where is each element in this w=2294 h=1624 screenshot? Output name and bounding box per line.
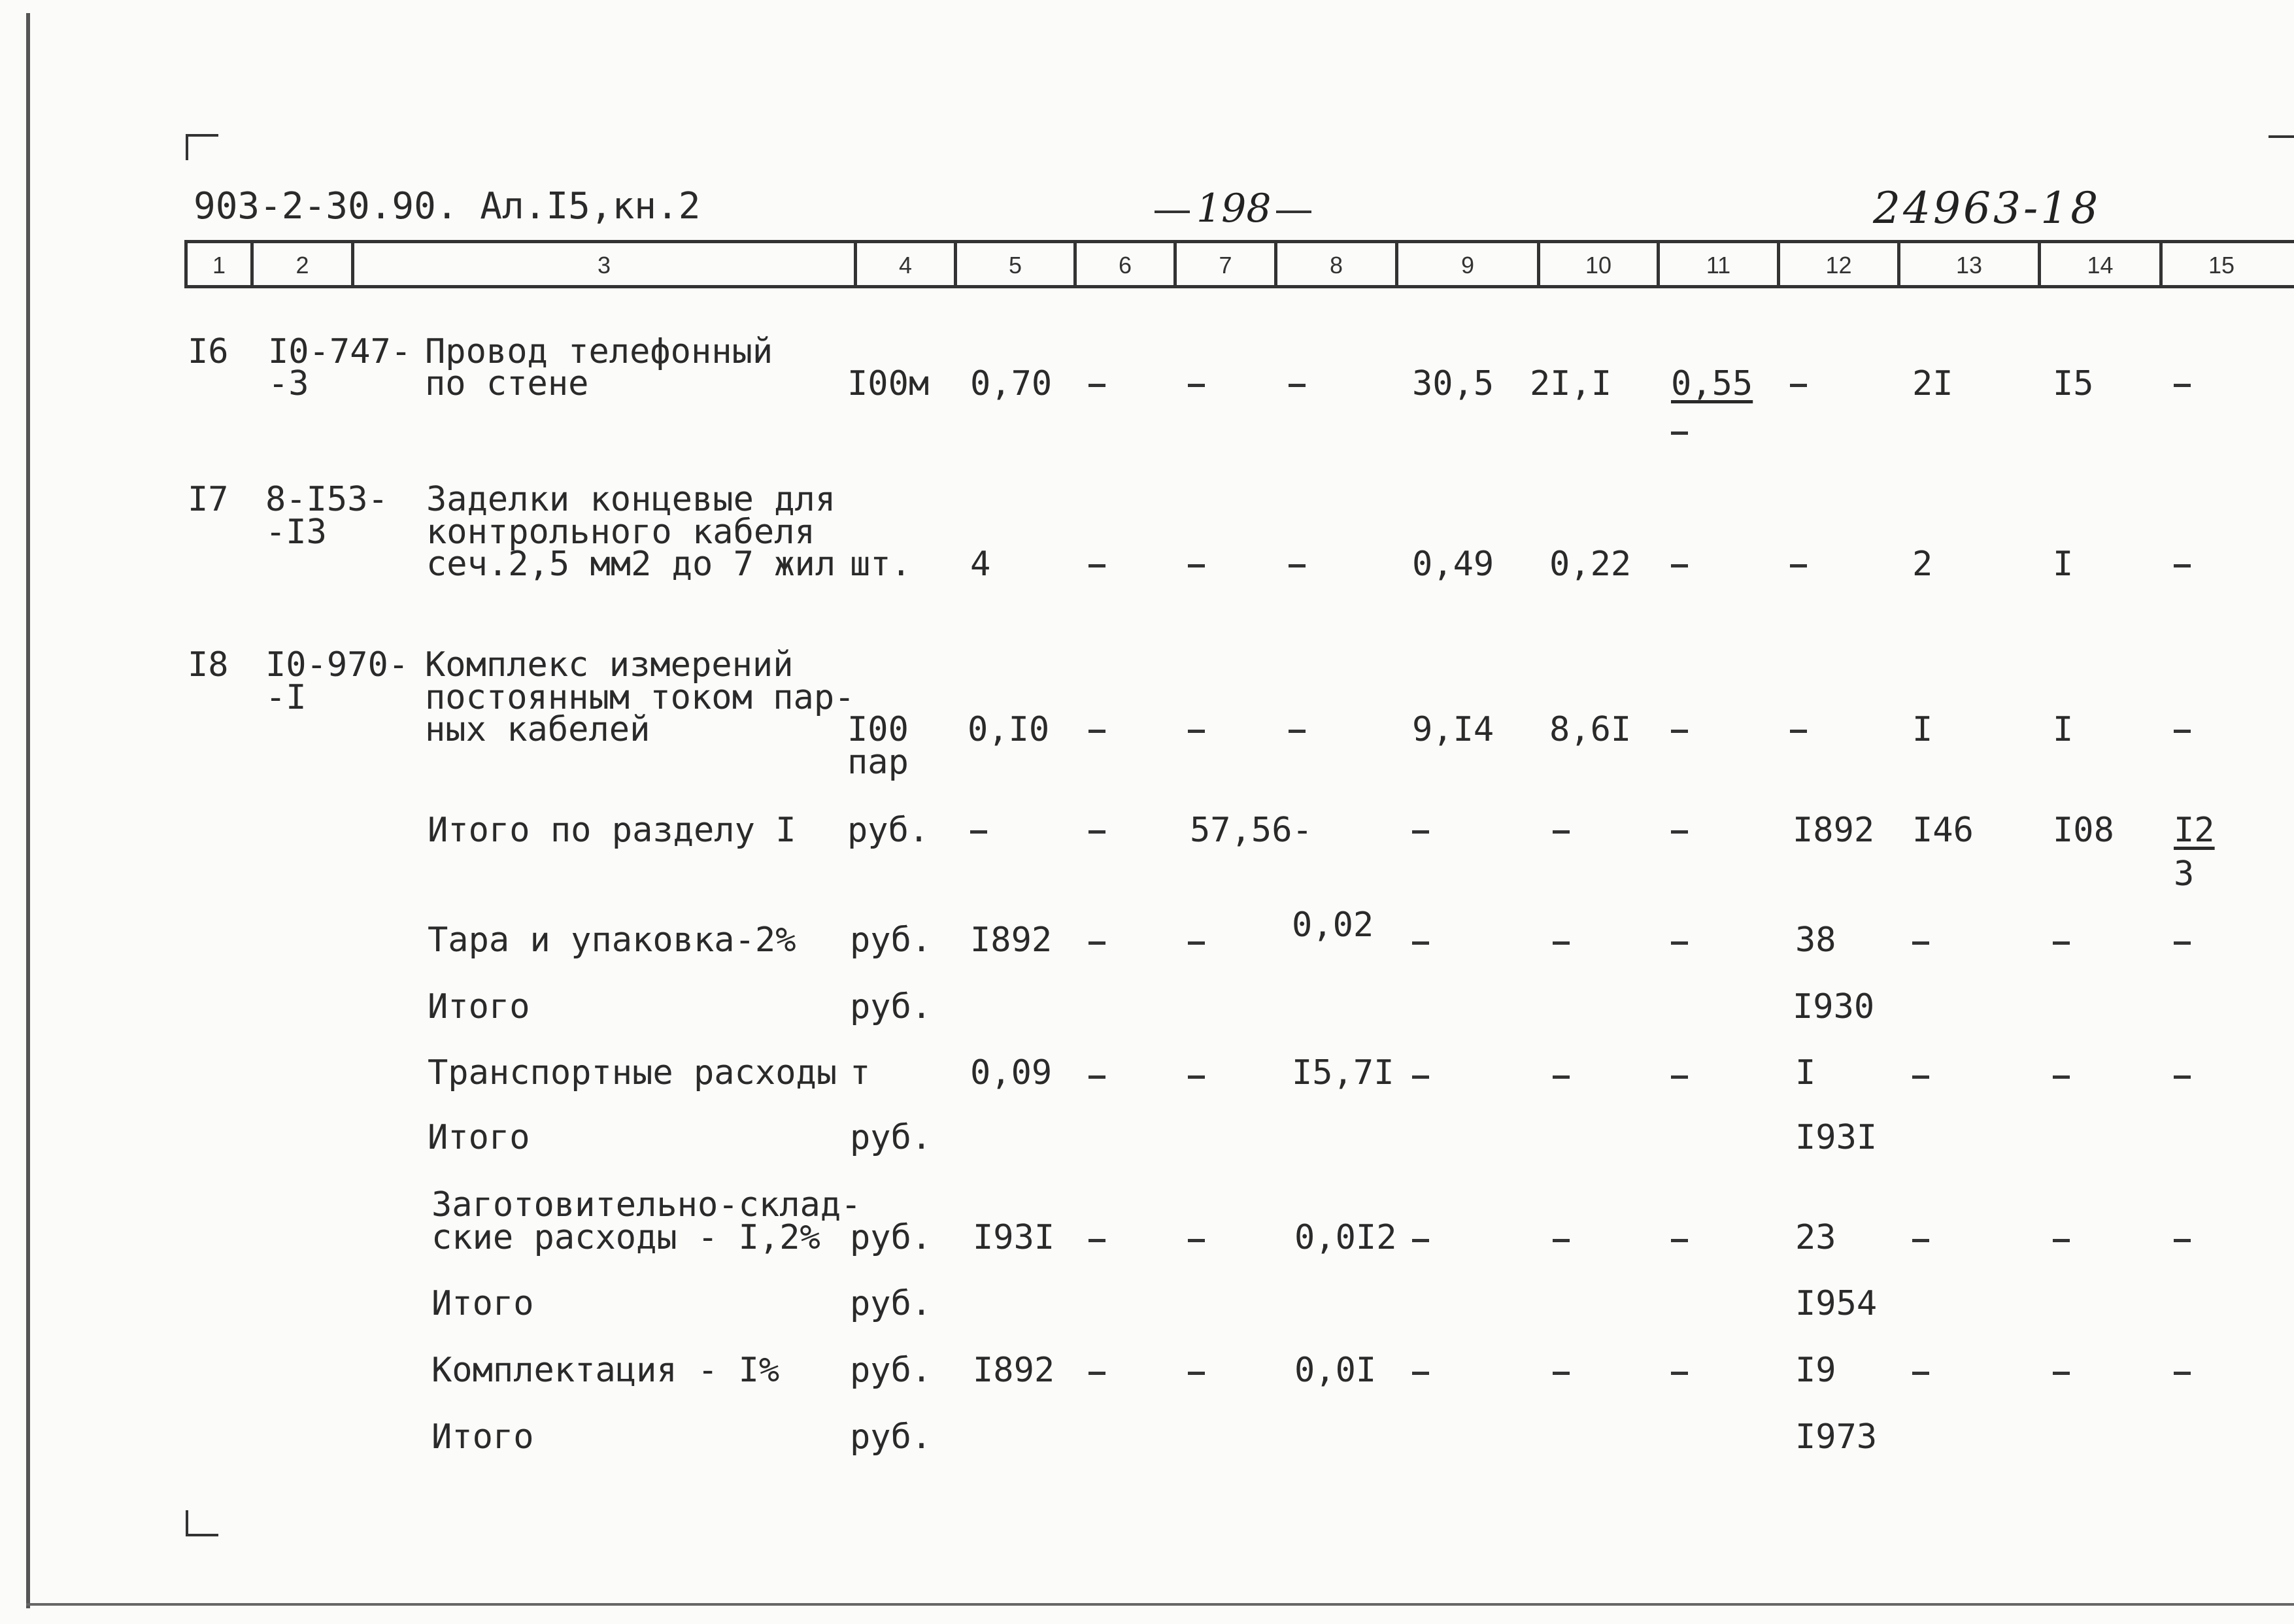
dash-mark	[1790, 384, 1807, 387]
row-number: I6	[188, 332, 229, 371]
cell-value: 0,02	[1292, 905, 1374, 945]
dash-mark	[1912, 941, 1929, 945]
unit: пар	[847, 743, 909, 782]
cell-value: 30,5	[1412, 364, 1494, 403]
cell-value: 57,56-	[1190, 811, 1313, 850]
dash-mark	[2174, 941, 2191, 945]
unit: I00м	[847, 364, 930, 403]
dash-mark	[2053, 1372, 2070, 1375]
edge-tick-top-right	[2269, 135, 2294, 138]
unit: руб.	[850, 1118, 932, 1157]
row-number: I8	[188, 645, 229, 685]
dash-mark	[1412, 1239, 1429, 1242]
summary-label: Транспортные расходы	[428, 1053, 837, 1092]
summary-label: Итого	[428, 1118, 530, 1157]
cell-value: I892	[1793, 811, 1875, 850]
dash-mark	[1412, 830, 1429, 834]
summary-label: Итого по разделу I	[428, 811, 796, 850]
cell-value: 9,I4	[1412, 710, 1494, 749]
dash-mark	[970, 830, 987, 834]
dash-mark	[1553, 830, 1570, 834]
dash-mark	[1088, 1239, 1105, 1242]
item-name: контрольного кабеля	[426, 513, 815, 552]
cell-value: I5,7I	[1292, 1053, 1394, 1092]
dash-mark	[1671, 1075, 1688, 1079]
cell-value: I	[1912, 710, 1933, 749]
dash-mark	[1412, 941, 1429, 945]
dash-mark	[1412, 1372, 1429, 1375]
dash-mark	[1289, 564, 1306, 567]
item-code: I0-970-	[265, 645, 409, 685]
sheet-stamp-number: 24963-18	[1873, 183, 2101, 233]
cell-value: I2	[2174, 811, 2215, 850]
cell-value: 8,6I	[1549, 710, 1632, 749]
dash-mark	[2174, 564, 2191, 567]
document-code: 903-2-30.90. Ал.I5,кн.2	[194, 185, 701, 228]
cell-value: I	[1795, 1053, 1816, 1092]
column-number: 2	[295, 252, 309, 279]
item-name: Заделки концевые для	[426, 480, 836, 519]
dash-mark	[1671, 941, 1688, 945]
summary-label: ские расходы - I,2%	[431, 1218, 820, 1257]
unit: руб.	[850, 987, 932, 1026]
dash-mark	[1912, 1239, 1929, 1242]
dash-mark	[1553, 941, 1570, 945]
item-code: -I3	[265, 513, 327, 552]
cell-value: 0,0I2	[1294, 1218, 1397, 1257]
left-binding-edge	[26, 13, 30, 1608]
cell-value: 0,0I	[1294, 1351, 1377, 1390]
summary-label: Итого	[428, 987, 530, 1026]
item-name: сеч.2,5 мм2 до 7 жил	[426, 545, 836, 584]
dash-mark	[2174, 1239, 2191, 1242]
cell-value: 0,49	[1412, 545, 1494, 584]
column-number: 3	[597, 252, 611, 279]
cell-value: I9	[1795, 1351, 1836, 1390]
item-code: -3	[268, 364, 309, 403]
dash-mark	[1553, 1239, 1570, 1242]
unit: руб.	[847, 811, 930, 850]
dash-mark	[1188, 941, 1205, 945]
dash-mark	[1671, 1372, 1688, 1375]
dash-mark	[1088, 1075, 1105, 1079]
summary-label: Итого	[431, 1284, 534, 1323]
dash-mark	[1289, 384, 1306, 387]
page-number: 198	[1196, 186, 1272, 231]
column-number: 7	[1219, 252, 1232, 279]
unit: I00	[847, 710, 909, 749]
cell-value: 38	[1795, 921, 1836, 960]
column-number: 11	[1706, 252, 1731, 279]
cell-value: I892	[973, 1351, 1055, 1390]
dash-mark	[1088, 830, 1105, 834]
page-number-dash-right	[1276, 211, 1311, 213]
cell-value: I5	[2053, 364, 2094, 403]
cell-value: 0,55	[1671, 364, 1753, 403]
cell-value: 0,22	[1549, 545, 1632, 584]
dash-mark	[1671, 431, 1688, 435]
item-name: постоянным током пар-	[425, 678, 855, 717]
unit: руб.	[850, 1218, 932, 1257]
cell-value: I93I	[973, 1218, 1055, 1257]
dash-mark	[1188, 564, 1205, 567]
row-number: I7	[188, 480, 229, 519]
cell-value: I	[2053, 545, 2074, 584]
summary-label: Тара и упаковка-2%	[428, 921, 796, 960]
item-name: Комплекс измерений	[425, 645, 794, 685]
cell-value: 0,09	[970, 1053, 1053, 1092]
column-number: 14	[2087, 252, 2114, 279]
unit: руб.	[850, 1417, 932, 1457]
dash-mark	[1088, 730, 1105, 733]
dash-mark	[2174, 1372, 2191, 1375]
unit: руб.	[850, 921, 932, 960]
column-number: 9	[1460, 252, 1475, 279]
dash-mark	[1790, 564, 1807, 567]
dash-mark	[1671, 564, 1688, 567]
item-code: -I	[265, 678, 307, 717]
cell-value: I892	[970, 921, 1053, 960]
unit: руб.	[850, 1284, 932, 1323]
cell-value: I930	[1793, 987, 1875, 1026]
corner-mark-top-left	[186, 134, 218, 160]
dash-mark	[1912, 1372, 1929, 1375]
dash-mark	[1188, 1075, 1205, 1079]
unit: т	[850, 1053, 871, 1092]
item-name: ных кабелей	[425, 710, 650, 749]
column-number: 4	[898, 252, 913, 279]
bottom-scan-edge	[26, 1603, 2294, 1606]
dash-mark	[1671, 1239, 1688, 1242]
dash-mark	[2174, 730, 2191, 733]
item-code: I0-747-	[268, 332, 412, 371]
dash-mark	[1553, 1372, 1570, 1375]
cell-value: 2I,I	[1530, 364, 1612, 403]
dash-mark	[1790, 730, 1807, 733]
item-name: по стене	[425, 364, 589, 403]
cell-value: 2I	[1912, 364, 1953, 403]
dash-mark	[1188, 1372, 1205, 1375]
column-number: 5	[1008, 252, 1022, 279]
dash-mark	[2174, 384, 2191, 387]
cell-value: 23	[1795, 1218, 1836, 1257]
column-number: 10	[1585, 252, 1612, 279]
column-number: 1	[212, 252, 226, 279]
cell-value: 4	[970, 545, 991, 584]
cell-value: I93I	[1795, 1118, 1878, 1157]
dash-mark	[2174, 1075, 2191, 1079]
dash-mark	[1671, 730, 1688, 733]
dash-mark	[1412, 1075, 1429, 1079]
cell-value: I	[2053, 710, 2074, 749]
dash-mark	[1912, 1075, 1929, 1079]
cell-value: 0,70	[970, 364, 1053, 403]
dash-mark	[1088, 564, 1105, 567]
item-name: Провод телефонный	[425, 332, 773, 371]
column-number: 6	[1118, 252, 1132, 279]
cell-value: I973	[1795, 1417, 1878, 1457]
corner-mark-bottom-left	[186, 1510, 218, 1536]
page-number-dash-left	[1155, 211, 1190, 213]
column-number: 13	[1955, 252, 1983, 279]
column-number: 15	[2208, 252, 2235, 279]
unit: руб.	[850, 1351, 932, 1390]
cell-value: 2	[1912, 545, 1933, 584]
cell-value: I46	[1912, 811, 1974, 850]
dash-mark	[1289, 730, 1306, 733]
dash-mark	[1188, 730, 1205, 733]
cell-value: 3	[2174, 854, 2195, 894]
cell-value: I954	[1795, 1284, 1878, 1323]
summary-label: Заготовительно-склад-	[431, 1185, 862, 1225]
column-number: 12	[1825, 252, 1852, 279]
dash-mark	[2053, 1075, 2070, 1079]
unit: шт.	[850, 545, 911, 584]
column-number: 8	[1329, 252, 1343, 279]
dash-mark	[2053, 941, 2070, 945]
summary-label: Итого	[431, 1417, 534, 1457]
dash-mark	[1088, 384, 1105, 387]
summary-label: Комплектация - I%	[431, 1351, 780, 1390]
cell-value: I08	[2053, 811, 2114, 850]
dash-mark	[1553, 1075, 1570, 1079]
dash-mark	[1188, 384, 1205, 387]
dash-mark	[1088, 941, 1105, 945]
cell-value: 0,I0	[968, 710, 1050, 749]
item-code: 8-I53-	[265, 480, 388, 519]
dash-mark	[1088, 1372, 1105, 1375]
dash-mark	[1671, 830, 1688, 834]
dash-mark	[1188, 1239, 1205, 1242]
dash-mark	[2053, 1239, 2070, 1242]
